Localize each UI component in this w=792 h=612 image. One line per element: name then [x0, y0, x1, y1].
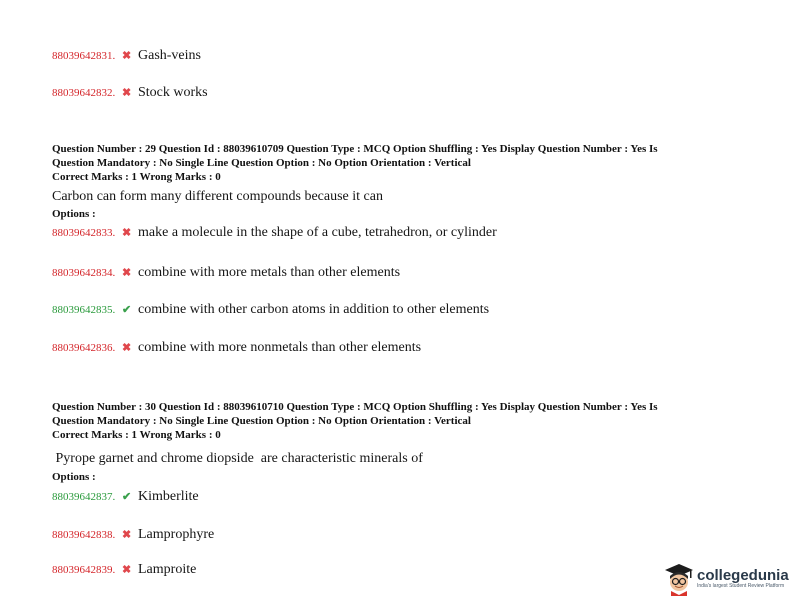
question-marks: Correct Marks : 1 Wrong Marks : 0 — [52, 429, 221, 441]
question-30-meta — [52, 400, 752, 442]
question-meta-line: Question Number : 30 Question Id : 88039610710 Question Type : MCQ Option Shuffling : Yes Display Question Number : Yes Is — [52, 401, 658, 413]
option-text: combine with more metals than other elements — [138, 265, 401, 280]
option-id: 88039642832. — [52, 87, 116, 99]
option-row — [52, 489, 199, 505]
option-id: 88039642834. — [52, 267, 116, 279]
option-row — [52, 85, 208, 101]
wrong-icon: ✖ — [122, 342, 132, 354]
option-id: 88039642837. — [52, 491, 116, 503]
option-row — [52, 527, 214, 543]
option-row — [52, 265, 400, 281]
question-marks: Correct Marks : 1 Wrong Marks : 0 — [52, 171, 221, 183]
wrong-icon: ✖ — [122, 564, 132, 576]
question-30-text: Pyrope garnet and chrome diopside are characteristic minerals of — [52, 451, 423, 466]
question-meta-line: Question Mandatory : No Single Line Question Option : No Option Orientation : Vertical — [52, 157, 471, 169]
option-text: Lamprophyre — [138, 527, 215, 542]
wrong-icon: ✖ — [122, 529, 132, 541]
wrong-icon: ✖ — [122, 267, 132, 279]
option-text: Kimberlite — [138, 489, 199, 504]
logo-name: collegedunia — [697, 567, 789, 584]
option-row — [52, 562, 196, 578]
wrong-icon: ✖ — [122, 50, 132, 62]
option-id: 88039642831. — [52, 50, 116, 62]
option-row — [52, 340, 421, 356]
option-row — [52, 302, 489, 318]
option-id: 88039642838. — [52, 529, 116, 541]
question-29-meta — [52, 142, 752, 184]
question-29-text: Carbon can form many different compounds because it can — [52, 189, 383, 204]
check-icon: ✔ — [122, 304, 132, 316]
option-text: combine with more nonmetals than other elements — [138, 340, 422, 355]
question-meta-line: Question Number : 29 Question Id : 88039610709 Question Type : MCQ Option Shuffling : Yes Display Question Number : Yes Is — [52, 143, 658, 155]
option-text: Gash-veins — [138, 48, 201, 63]
option-text: combine with other carbon atoms in addition to other elements — [138, 302, 490, 317]
wrong-icon: ✖ — [122, 87, 132, 99]
option-id: 88039642835. — [52, 304, 116, 316]
option-id: 88039642839. — [52, 564, 116, 576]
option-text: make a molecule in the shape of a cube, tetrahedron, or cylinder — [138, 225, 497, 240]
option-id: 88039642833. — [52, 227, 116, 239]
option-text: Lamproite — [138, 562, 197, 577]
collegedunia-logo — [664, 562, 789, 596]
option-id: 88039642836. — [52, 342, 116, 354]
options-label: Options : — [52, 471, 96, 483]
graduate-mascot-icon — [664, 562, 694, 596]
check-icon: ✔ — [122, 491, 132, 503]
wrong-icon: ✖ — [122, 227, 132, 239]
option-row — [52, 48, 201, 64]
options-label: Options : — [52, 208, 96, 220]
option-row — [52, 225, 497, 241]
question-meta-line: Question Mandatory : No Single Line Question Option : No Option Orientation : Vertical — [52, 415, 471, 427]
option-text: Stock works — [138, 85, 208, 100]
logo-tagline: India's largest Student Review Platform — [697, 583, 785, 589]
